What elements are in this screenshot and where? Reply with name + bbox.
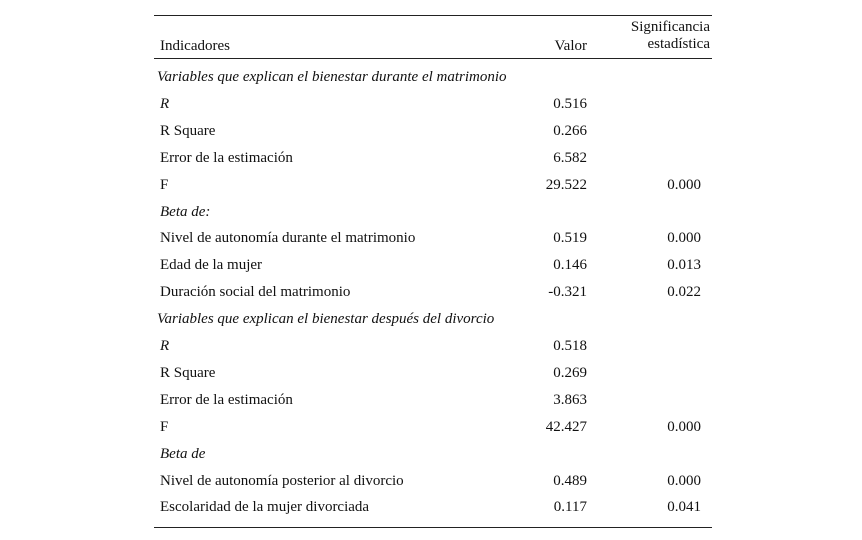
- significance-cell: 0.022: [667, 284, 701, 301]
- table-row: [154, 91, 712, 117]
- table-row: [154, 387, 712, 413]
- value-cell: -0.321: [548, 284, 587, 301]
- indicator-label: Nivel de autonomía durante el matrimonio: [160, 230, 416, 247]
- header-significance-line1: Significancia: [630, 19, 710, 35]
- indicator-label: F: [160, 418, 169, 435]
- value-cell: 0.117: [553, 499, 587, 516]
- table-row: [154, 333, 712, 359]
- header-value: Valor: [554, 38, 587, 54]
- value-cell: 0.266: [553, 122, 587, 139]
- header-significance: [600, 19, 710, 53]
- significance-cell: 0.000: [667, 472, 701, 489]
- value-cell: 0.489: [553, 472, 587, 489]
- table-row: [154, 494, 712, 520]
- table-row: [154, 279, 712, 305]
- table-top-rule: [154, 15, 712, 16]
- table-row: [154, 225, 712, 251]
- value-cell: 0.519: [553, 230, 587, 247]
- table-header-rule: [154, 58, 712, 59]
- table-row: [154, 199, 712, 225]
- table-row: [154, 252, 712, 278]
- value-cell: 3.863: [553, 391, 587, 408]
- table-bottom-rule: [154, 527, 712, 528]
- indicator-label: Beta de:: [160, 203, 211, 220]
- significance-cell: 0.000: [667, 176, 701, 193]
- table-row: [154, 145, 712, 171]
- table-row: [154, 172, 712, 198]
- header-significance-line2: estadística: [647, 36, 710, 52]
- significance-cell: 0.041: [667, 499, 701, 516]
- section-heading: Variables que explican el bienestar durante el matrimonio: [157, 69, 507, 85]
- indicator-label: Error de la estimación: [160, 391, 293, 408]
- value-cell: 42.427: [545, 418, 587, 435]
- value-cell: 29.522: [545, 176, 587, 193]
- header-indicators: Indicadores: [160, 38, 230, 54]
- indicator-label: R: [160, 338, 170, 354]
- table-row: [154, 414, 712, 440]
- indicator-label: Nivel de autonomía posterior al divorcio: [160, 472, 404, 489]
- indicator-label: R: [160, 95, 170, 112]
- value-cell: 0.516: [553, 95, 587, 112]
- indicator-label: Error de la estimación: [160, 149, 293, 166]
- significance-cell: 0.000: [667, 230, 701, 247]
- indicator-label: R Square: [160, 364, 216, 381]
- indicator-label: Duración social del matrimonio: [160, 284, 351, 301]
- indicator-label: Edad de la mujer: [160, 257, 263, 274]
- value-cell: 6.582: [553, 149, 587, 166]
- section-heading: Variables que explican el bienestar después del divorcio: [157, 311, 495, 328]
- indicator-label: R Square: [160, 122, 216, 139]
- table-row: [154, 441, 712, 467]
- table-row: [154, 360, 712, 386]
- value-cell: 0.518: [553, 338, 587, 354]
- table-row: [154, 468, 712, 494]
- value-cell: 0.269: [553, 364, 587, 381]
- indicator-label: Escolaridad de la mujer divorciada: [160, 499, 370, 516]
- section-heading-row: [154, 64, 712, 90]
- indicator-label: Beta de: [160, 445, 206, 462]
- value-cell: 0.146: [553, 257, 587, 274]
- section-heading-row: [154, 306, 712, 332]
- table-row: [154, 118, 712, 144]
- indicator-label: F: [160, 176, 169, 193]
- significance-cell: 0.013: [667, 257, 701, 274]
- significance-cell: 0.000: [667, 418, 701, 435]
